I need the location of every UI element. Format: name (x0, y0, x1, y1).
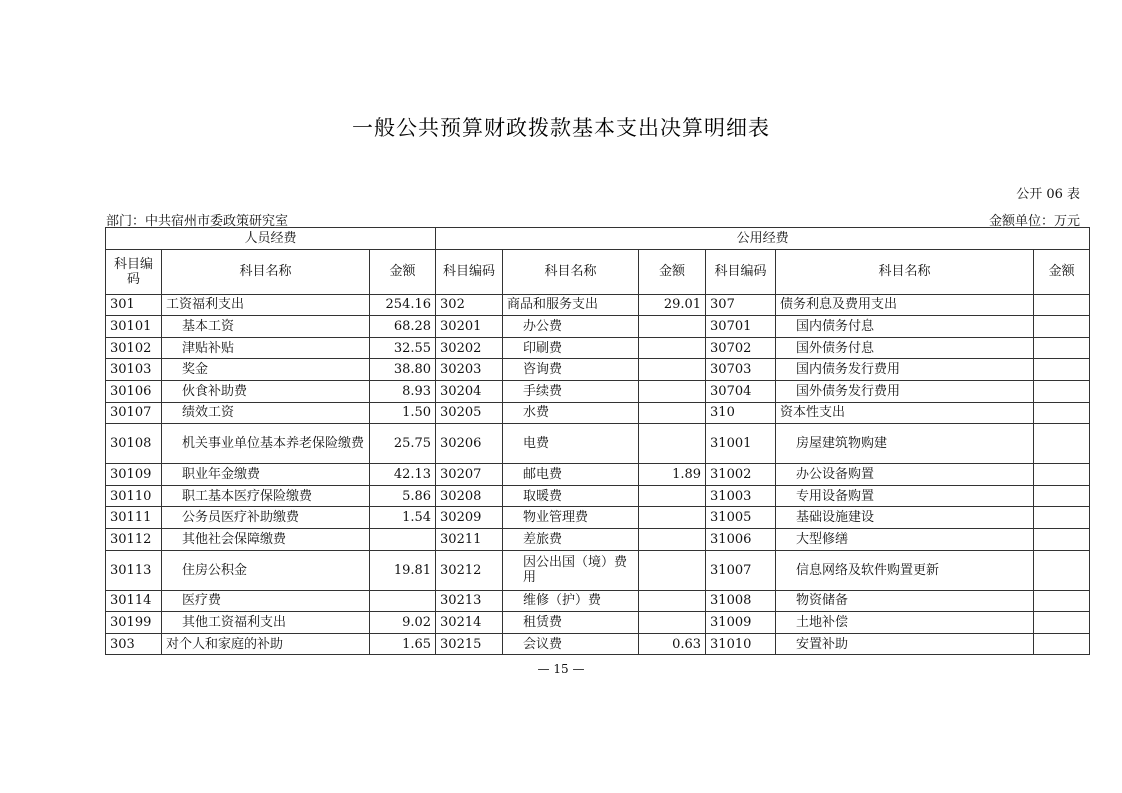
item-code-cell: 30113 (106, 550, 162, 590)
expenditure-table (105, 227, 1090, 655)
item-name-cell: 国内债务付息 (776, 316, 1034, 338)
item-code-cell: 30101 (106, 316, 162, 338)
table-row (106, 424, 1090, 464)
item-code-cell: 30103 (106, 359, 162, 381)
amount-cell (1034, 294, 1090, 316)
item-name-cell: 办公设备购置 (776, 464, 1034, 486)
item-name-cell: 维修（护）费 (503, 590, 639, 612)
item-code-cell: 30108 (106, 424, 162, 464)
amount-cell (1034, 380, 1090, 402)
department-label: 部门：中共宿州市委政策研究室 (106, 214, 289, 229)
item-name-cell: 对个人和家庭的补助 (162, 633, 370, 655)
item-code-cell: 30701 (706, 316, 776, 338)
amount-cell: 68.28 (370, 316, 436, 338)
item-name-cell: 公务员医疗补助缴费 (162, 507, 370, 529)
amount-cell (639, 359, 706, 381)
item-name-cell: 职业年金缴费 (162, 464, 370, 486)
item-code-cell: 31008 (706, 590, 776, 612)
item-name-cell: 手续费 (503, 380, 639, 402)
table-row (106, 528, 1090, 550)
item-code-cell: 31001 (706, 424, 776, 464)
item-name-cell: 办公费 (503, 316, 639, 338)
amount-header: 金额 (370, 249, 436, 294)
amount-cell (639, 424, 706, 464)
amount-cell (1034, 528, 1090, 550)
form-number: 公开 06 表 (1016, 187, 1080, 202)
item-name-cell: 其他工资福利支出 (162, 612, 370, 634)
amount-cell: 1.65 (370, 633, 436, 655)
item-code-cell: 31003 (706, 485, 776, 507)
amount-cell: 25.75 (370, 424, 436, 464)
item-name-cell: 咨询费 (503, 359, 639, 381)
table-row (106, 550, 1090, 590)
amount-cell: 0.63 (639, 633, 706, 655)
item-name-cell: 邮电费 (503, 464, 639, 486)
item-code-cell: 30112 (106, 528, 162, 550)
table-row (106, 380, 1090, 402)
amount-cell (639, 507, 706, 529)
item-name-cell: 印刷费 (503, 337, 639, 359)
item-name-cell: 国外债务付息 (776, 337, 1034, 359)
item-code-cell: 30703 (706, 359, 776, 381)
amount-cell (1034, 424, 1090, 464)
item-name-cell: 电费 (503, 424, 639, 464)
amount-cell (1034, 402, 1090, 424)
item-code-cell: 30114 (106, 590, 162, 612)
amount-cell (370, 590, 436, 612)
item-name-cell: 国内债务发行费用 (776, 359, 1034, 381)
amount-cell (639, 590, 706, 612)
item-code-cell: 31007 (706, 550, 776, 590)
page-title: 一般公共预算财政拨款基本支出决算明细表 (352, 116, 770, 140)
item-name-cell: 机关事业单位基本养老保险缴费 (162, 424, 370, 464)
item-name-cell: 基础设施建设 (776, 507, 1034, 529)
item-code-cell: 30702 (706, 337, 776, 359)
amount-cell: 5.86 (370, 485, 436, 507)
table-row (106, 612, 1090, 634)
table-row (106, 590, 1090, 612)
amount-cell: 38.80 (370, 359, 436, 381)
code-header: 科目编码 (436, 249, 503, 294)
item-name-cell: 国外债务发行费用 (776, 380, 1034, 402)
table-row (106, 316, 1090, 338)
amount-cell: 1.54 (370, 507, 436, 529)
item-name-cell: 医疗费 (162, 590, 370, 612)
item-code-cell: 30199 (106, 612, 162, 634)
table-row (106, 294, 1090, 316)
item-code-cell: 310 (706, 402, 776, 424)
item-name-cell: 水费 (503, 402, 639, 424)
amount-cell (639, 528, 706, 550)
amount-cell (639, 402, 706, 424)
amount-cell: 19.81 (370, 550, 436, 590)
item-name-cell: 安置补助 (776, 633, 1034, 655)
amount-cell (639, 380, 706, 402)
item-code-cell: 30209 (436, 507, 503, 529)
item-code-cell: 30204 (436, 380, 503, 402)
item-name-cell: 工资福利支出 (162, 294, 370, 316)
name-header: 科目名称 (776, 249, 1034, 294)
amount-cell (639, 485, 706, 507)
amount-unit-label: 金额单位：万元 (988, 214, 1080, 229)
amount-cell: 1.89 (639, 464, 706, 486)
item-code-cell: 303 (106, 633, 162, 655)
item-code-cell: 31002 (706, 464, 776, 486)
item-name-cell: 职工基本医疗保险缴费 (162, 485, 370, 507)
item-name-cell: 奖金 (162, 359, 370, 381)
amount-cell (1034, 464, 1090, 486)
table-row (106, 507, 1090, 529)
item-name-cell: 租赁费 (503, 612, 639, 634)
amount-cell (1034, 316, 1090, 338)
item-code-cell: 30214 (436, 612, 503, 634)
item-code-cell: 31006 (706, 528, 776, 550)
item-name-cell: 津贴补贴 (162, 337, 370, 359)
amount-cell: 1.50 (370, 402, 436, 424)
table-row (106, 464, 1090, 486)
amount-cell (639, 337, 706, 359)
amount-cell (1034, 590, 1090, 612)
amount-cell (1034, 550, 1090, 590)
amount-cell (1034, 507, 1090, 529)
item-name-cell: 物业管理费 (503, 507, 639, 529)
item-name-cell: 住房公积金 (162, 550, 370, 590)
amount-cell (1034, 485, 1090, 507)
item-code-cell: 30212 (436, 550, 503, 590)
table-row (106, 633, 1090, 655)
code-header: 科目编码 (706, 249, 776, 294)
table-row (106, 337, 1090, 359)
item-code-cell: 30206 (436, 424, 503, 464)
item-code-cell: 302 (436, 294, 503, 316)
item-code-cell: 30215 (436, 633, 503, 655)
amount-cell: 29.01 (639, 294, 706, 316)
table-row (106, 359, 1090, 381)
item-code-cell: 31009 (706, 612, 776, 634)
item-code-cell: 30109 (106, 464, 162, 486)
amount-cell (370, 528, 436, 550)
item-name-cell: 绩效工资 (162, 402, 370, 424)
item-code-cell: 30111 (106, 507, 162, 529)
item-name-cell: 差旅费 (503, 528, 639, 550)
code-header: 科目编码 (106, 249, 162, 294)
item-code-cell: 30211 (436, 528, 503, 550)
item-name-cell: 商品和服务支出 (503, 294, 639, 316)
item-code-cell: 30202 (436, 337, 503, 359)
amount-header: 金额 (1034, 249, 1090, 294)
item-name-cell: 土地补偿 (776, 612, 1034, 634)
amount-cell (639, 550, 706, 590)
amount-cell (639, 316, 706, 338)
item-code-cell: 307 (706, 294, 776, 316)
item-name-cell: 大型修缮 (776, 528, 1034, 550)
amount-cell: 254.16 (370, 294, 436, 316)
item-code-cell: 30110 (106, 485, 162, 507)
item-name-cell: 会议费 (503, 633, 639, 655)
amount-cell (1034, 337, 1090, 359)
item-code-cell: 30102 (106, 337, 162, 359)
amount-cell (639, 612, 706, 634)
item-name-cell: 房屋建筑物购建 (776, 424, 1034, 464)
item-name-cell: 物资储备 (776, 590, 1034, 612)
amount-cell: 32.55 (370, 337, 436, 359)
public-expense-header: 公用经费 (436, 228, 1090, 250)
item-code-cell: 30207 (436, 464, 503, 486)
table-row (106, 402, 1090, 424)
item-code-cell: 30205 (436, 402, 503, 424)
amount-cell (1034, 359, 1090, 381)
amount-cell: 42.13 (370, 464, 436, 486)
item-code-cell: 30704 (706, 380, 776, 402)
item-name-cell: 基本工资 (162, 316, 370, 338)
name-header: 科目名称 (162, 249, 370, 294)
amount-cell (1034, 612, 1090, 634)
item-name-cell: 专用设备购置 (776, 485, 1034, 507)
amount-cell: 9.02 (370, 612, 436, 634)
item-code-cell: 301 (106, 294, 162, 316)
item-name-cell: 资本性支出 (776, 402, 1034, 424)
item-code-cell: 30201 (436, 316, 503, 338)
item-name-cell: 伙食补助费 (162, 380, 370, 402)
item-code-cell: 30208 (436, 485, 503, 507)
item-name-cell: 因公出国（境）费用 (503, 550, 639, 590)
item-code-cell: 30203 (436, 359, 503, 381)
item-name-cell: 其他社会保障缴费 (162, 528, 370, 550)
item-code-cell: 31010 (706, 633, 776, 655)
amount-header: 金额 (639, 249, 706, 294)
item-code-cell: 30107 (106, 402, 162, 424)
item-name-cell: 取暖费 (503, 485, 639, 507)
amount-cell (1034, 633, 1090, 655)
item-code-cell: 30213 (436, 590, 503, 612)
amount-cell: 8.93 (370, 380, 436, 402)
name-header: 科目名称 (503, 249, 639, 294)
item-name-cell: 债务利息及费用支出 (776, 294, 1034, 316)
item-code-cell: 30106 (106, 380, 162, 402)
item-name-cell: 信息网络及软件购置更新 (776, 550, 1034, 590)
item-code-cell: 31005 (706, 507, 776, 529)
page-number: — 15 — (537, 662, 585, 676)
table-row (106, 485, 1090, 507)
personnel-expense-header: 人员经费 (106, 228, 436, 250)
